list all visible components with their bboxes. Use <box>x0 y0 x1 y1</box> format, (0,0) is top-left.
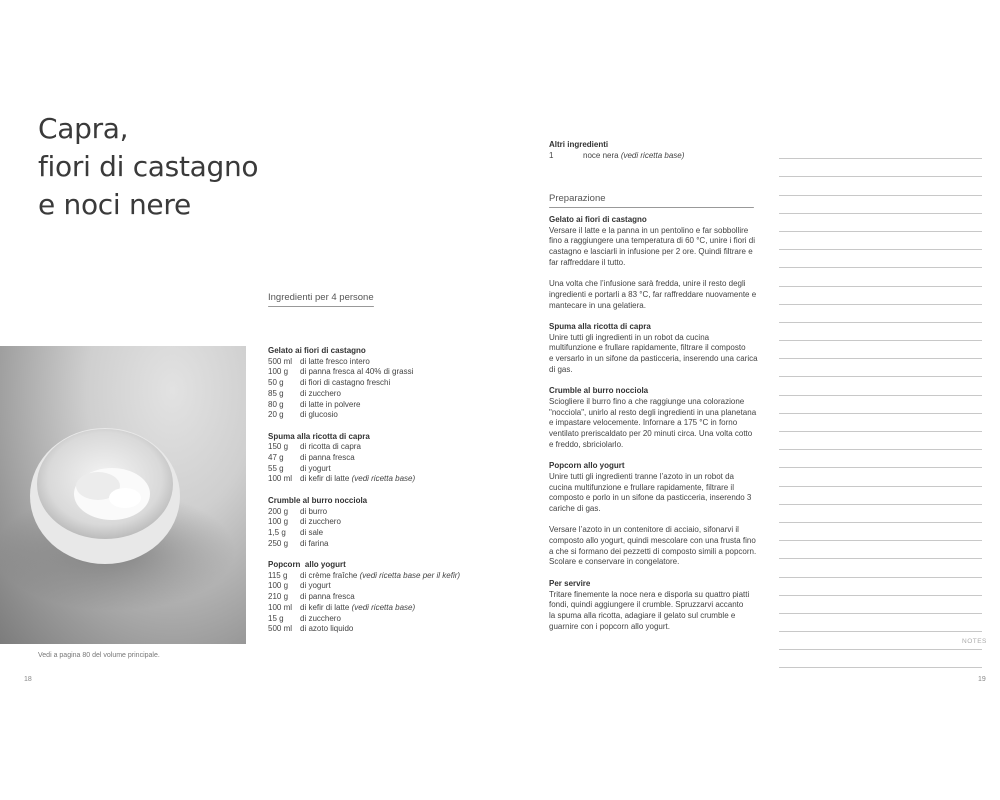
note-line <box>779 377 982 395</box>
text-line: cucina multifunzione e frullare rapidamente, filtrare il <box>549 482 734 492</box>
ingredient-name: di azoto liquido <box>300 624 354 634</box>
note-line <box>779 559 982 577</box>
ingredient-qty: 150 g <box>268 442 289 452</box>
ingredient-row <box>268 400 508 411</box>
note-line <box>779 232 982 250</box>
ingredient-qty: 85 g <box>268 388 284 398</box>
ingredient-name-text: di crème fraîche <box>300 570 360 580</box>
ingredient-qty: 100 g <box>268 581 289 591</box>
other-ingredients-title: Altri ingredienti <box>549 140 609 149</box>
ingredient-note: (vedi ricetta base per il kefir) <box>359 570 461 580</box>
ingredient-row <box>268 378 508 389</box>
ingredient-row <box>268 571 508 582</box>
ingredient-name: di fiori di castagno freschi <box>300 378 391 388</box>
note-line <box>779 268 982 286</box>
ingredient-qty: 55 g <box>268 463 284 473</box>
ingredient-note: (vedi ricetta base) <box>620 150 685 160</box>
note-line <box>779 414 982 432</box>
ingredient-row <box>268 453 508 464</box>
note-line <box>779 196 982 214</box>
photo-caption: Vedi a pagina 80 del volume principale. <box>38 652 160 659</box>
ingredient-name: di burro <box>300 506 328 516</box>
ingredient-group <box>268 560 508 635</box>
note-line <box>779 523 982 541</box>
note-line <box>779 396 982 414</box>
ingredients-header: Ingredienti per 4 persone <box>268 292 374 303</box>
ingredient-name: di zucchero <box>300 517 341 527</box>
ingredient-name: di farina <box>300 538 329 548</box>
ingredient-name: di ricotta di capra <box>300 442 361 452</box>
ingredient-name: di panna fresca <box>300 453 355 463</box>
text-line: Versare l’azoto in un contenitore di acciaio, sifonarvi il <box>549 525 739 535</box>
ingredient-qty: 100 ml <box>268 602 293 612</box>
text-line: "nocciola", unirlo al resto degli ingredienti in una planetana <box>549 407 757 417</box>
note-line <box>779 614 982 632</box>
ingredient-qty: 1 <box>549 150 554 160</box>
ingredient-row <box>268 442 508 453</box>
note-line <box>779 323 982 341</box>
ingredient-qty: 1,5 g <box>268 527 286 537</box>
ingredient-row <box>268 410 508 421</box>
note-line <box>779 578 982 596</box>
ingredient-qty: 250 g <box>268 538 289 548</box>
step-title: Spuma alla ricotta di capra <box>549 322 651 331</box>
text-line: Versare il latte e la panna in un pentolino e far sobbollire <box>549 225 749 235</box>
ingredient-qty: 210 g <box>268 592 289 602</box>
ingredient-note: (vedi ricetta base) <box>351 474 416 484</box>
note-line <box>779 450 982 468</box>
ingredient-name <box>300 603 415 614</box>
note-line <box>779 141 982 159</box>
step-paragraph <box>549 472 759 515</box>
text-line: e versarlo in un sifone da pasticceria, inserendo una carica <box>549 354 758 364</box>
ingredients-list <box>268 346 508 646</box>
ingredient-row <box>268 474 508 485</box>
title-line: fiori di castagno <box>38 150 259 183</box>
ingredient-name-text: noce nera <box>583 150 621 160</box>
ingredient-name <box>300 571 460 582</box>
ingredient-group-title-rest: allo yogurt <box>304 560 346 570</box>
ingredient-row <box>268 624 508 635</box>
ingredient-name <box>583 151 684 162</box>
dish-photo <box>0 346 246 644</box>
step-paragraph <box>549 333 759 376</box>
step-paragraph <box>549 279 759 311</box>
ingredient-row <box>268 464 508 475</box>
ingredient-row <box>549 151 759 162</box>
note-line <box>779 505 982 523</box>
note-line <box>779 468 982 486</box>
note-line <box>779 250 982 268</box>
note-line <box>779 177 982 195</box>
text-line: Una volta che l’infusione sarà fredda, unire il resto degli <box>549 279 746 289</box>
note-line <box>779 214 982 232</box>
text-line: far raffreddare il tutto. <box>549 257 626 267</box>
ingredient-name: di zucchero <box>300 613 341 623</box>
text-line: castagno e lasciarli in infusione per 2 ore. Quindi filtrare e <box>549 247 753 257</box>
ingredient-name: di panna fresca <box>300 592 355 602</box>
text-line: ingredienti e portarli a 83 °C, far raffreddare nuovamente e <box>549 289 757 299</box>
step-title: Popcorn allo yogurt <box>549 461 625 471</box>
ingredient-row <box>268 517 508 528</box>
text-line: e freddo, sbriciolarlo. <box>549 439 624 449</box>
ingredient-row <box>268 357 508 368</box>
text-line: composto e porlo in un sifone da pasticceria, inserendo 3 <box>549 493 752 503</box>
text-line: la spuma alla ricotta, adagiare il gelato sul crumble e <box>549 610 736 620</box>
ingredient-row <box>268 528 508 539</box>
page-number-left: 18 <box>24 676 32 683</box>
ingredient-qty: 200 g <box>268 506 289 516</box>
step-title: Crumble al burro nocciola <box>549 386 649 396</box>
step-title: Per servire <box>549 578 591 588</box>
ingredient-qty: 100 g <box>268 517 289 527</box>
ingredient-qty: 80 g <box>268 399 284 409</box>
note-line <box>779 287 982 305</box>
text-line: ventilato preriscaldato per 20 minuti circa. Una volta cotto <box>549 429 753 439</box>
ingredient-group <box>268 496 508 550</box>
ingredient-name: di yogurt <box>300 463 331 473</box>
ingredient-row <box>268 367 508 378</box>
text-line: Unire tutti gli ingredienti tranne l’azoto in un robot da <box>549 471 734 481</box>
preparation-steps <box>549 215 759 643</box>
ingredient-name: di glucosio <box>300 410 338 420</box>
text-line: mantecare in una gelatiera. <box>549 300 646 310</box>
note-line <box>779 541 982 559</box>
notes-lines <box>779 141 982 668</box>
ingredient-qty: 47 g <box>268 453 284 463</box>
text-line: composto allo yogurt, quindi mescolare con una frusta fino <box>549 536 756 546</box>
ingredient-group-title: Spuma alla ricotta di capra <box>268 431 370 441</box>
note-line <box>779 305 982 323</box>
text-line: Sciogliere il burro fino a che raggiunge una colorazione <box>549 396 745 406</box>
ingredient-note: (vedi ricetta base) <box>351 602 416 612</box>
ingredient-qty: 500 ml <box>268 356 293 366</box>
note-line <box>779 359 982 377</box>
text-line: Scolare e conservare in congelatore. <box>549 557 680 567</box>
ingredient-group-title <box>268 560 508 571</box>
ingredient-qty: 50 g <box>268 378 284 388</box>
other-ingredients <box>549 140 759 161</box>
text-line: a che si formano dei pezzetti di composto simili a popcorn. <box>549 546 757 556</box>
note-line <box>779 432 982 450</box>
ingredient-name: di panna fresca al 40% di grassi <box>300 367 414 377</box>
recipe-title <box>38 110 258 224</box>
ingredient-name: di latte fresco intero <box>300 356 370 366</box>
note-line <box>779 632 982 650</box>
ingredient-name: di zucchero <box>300 388 341 398</box>
step-title: Gelato ai fiori di castagno <box>549 215 647 224</box>
ingredient-name: di sale <box>300 527 324 537</box>
step-paragraph <box>549 397 759 451</box>
ingredient-row <box>268 539 508 550</box>
ingredient-qty: 20 g <box>268 410 284 420</box>
note-line <box>779 487 982 505</box>
step-paragraph <box>549 525 759 568</box>
ingredient-name-text: di kefir di latte <box>300 602 352 612</box>
ingredient-group-title: Crumble al burro nocciola <box>268 495 368 505</box>
ingredient-qty: 100 ml <box>268 474 293 484</box>
page-number-right: 19 <box>978 676 986 683</box>
text-line: Tritare finemente la noce nera e disporla su quattro piatti <box>549 589 750 599</box>
step-paragraph <box>549 590 759 633</box>
title-line: e noci nere <box>38 188 191 221</box>
preparation-header: Preparazione <box>549 193 606 204</box>
step-paragraph <box>549 226 759 269</box>
text-line: e impastare velocemente. Infornare a 175 °C in forno <box>549 418 738 428</box>
ingredient-qty: 115 g <box>268 570 288 580</box>
ingredient-qty: 500 ml <box>268 624 293 634</box>
ingredients-header-underline <box>268 306 374 307</box>
ingredient-name <box>300 474 415 485</box>
ingredient-qty: 15 g <box>268 613 284 623</box>
bowl-illustration <box>0 346 246 644</box>
ingredient-group <box>268 346 508 421</box>
ingredient-row <box>268 389 508 400</box>
ingredient-qty: 100 g <box>268 367 289 377</box>
text-line: fondi, quindi aggiungere il crumble. Spruzzarvi accanto <box>549 600 744 610</box>
ingredient-group-title-main: Popcorn <box>268 560 301 570</box>
note-line <box>779 650 982 668</box>
ingredient-name: di yogurt <box>300 581 331 591</box>
ingredient-row <box>268 614 508 625</box>
ingredient-row <box>268 603 508 614</box>
ingredient-name: di latte in polvere <box>300 399 361 409</box>
notes-label: NOTES <box>962 638 987 645</box>
note-line <box>779 596 982 614</box>
text-line: Unire tutti gli ingredienti in un robot da cucina <box>549 332 710 342</box>
ingredient-row <box>268 507 508 518</box>
text-line: fino a raggiungere una temperatura di 60 °C, unire i fiori di <box>549 236 755 246</box>
text-line: guarnire con i popcorn allo yogurt. <box>549 621 670 631</box>
ingredient-group-title: Gelato ai fiori di castagno <box>268 346 366 355</box>
ingredient-name-text: di kefir di latte <box>300 474 352 484</box>
note-line <box>779 341 982 359</box>
ingredient-row <box>268 592 508 603</box>
text-line: cariche di gas. <box>549 503 601 513</box>
ingredient-group <box>268 432 508 486</box>
text-line: multifunzione e frullare rapidamente, filtrare il composto <box>549 343 746 353</box>
text-line: di gas. <box>549 364 573 374</box>
note-line <box>779 159 982 177</box>
title-line: Capra, <box>38 112 129 145</box>
ingredient-row <box>268 581 508 592</box>
preparation-header-underline <box>549 207 754 208</box>
